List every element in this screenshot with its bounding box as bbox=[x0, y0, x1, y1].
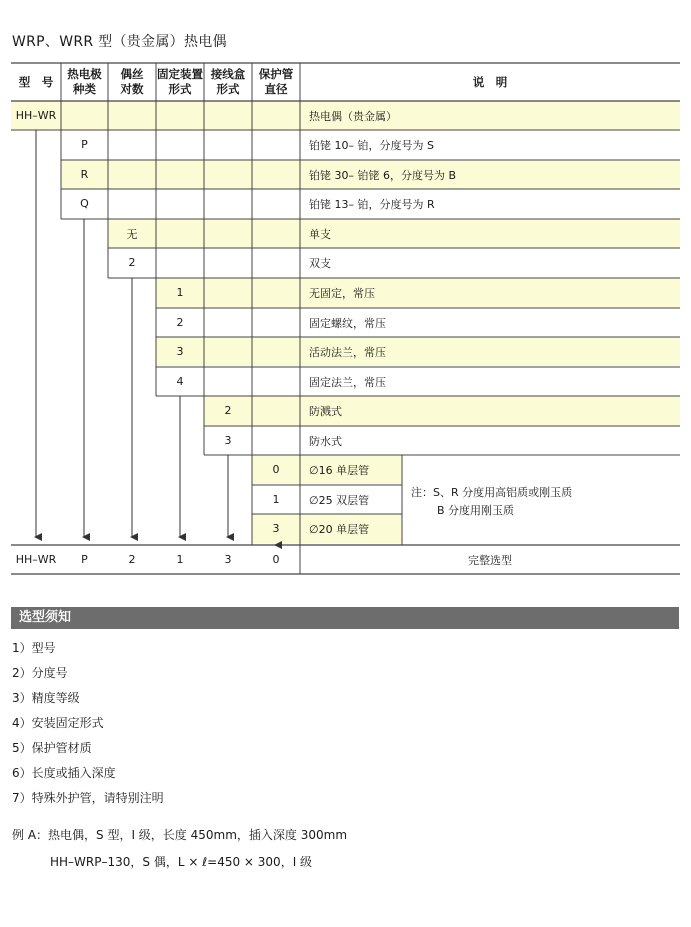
model-desc-cell: 热电偶（贵金属） bbox=[309, 109, 397, 123]
header-junction-box: 接线盒 形式 bbox=[210, 67, 246, 96]
header-fixing: 固定装置 形式 bbox=[157, 67, 203, 96]
junction-box-desc: 防水式 bbox=[309, 434, 342, 448]
junction-box-desc: 防溅式 bbox=[309, 404, 342, 418]
fixing-desc: 无固定，常压 bbox=[309, 286, 375, 300]
example-line: HH–WRP–130，S 偶，L × ℓ=450 × 300，I 级 bbox=[50, 855, 313, 869]
header-tc-type: 热电极 种类 bbox=[67, 67, 102, 96]
tc-type-code: Q bbox=[80, 197, 89, 210]
summary-label: 完整选型 bbox=[468, 553, 512, 567]
notes-list bbox=[12, 640, 164, 815]
pairs-desc: 双支 bbox=[309, 256, 331, 270]
document-title: WRP、WRR 型（贵金属）热电偶 bbox=[12, 34, 227, 50]
fixing-code: 4 bbox=[176, 375, 184, 388]
fixing-desc: 活动法兰，常压 bbox=[309, 345, 386, 359]
summary-model: HH–WR bbox=[15, 553, 57, 566]
tube-desc: ∅16 单层管 bbox=[309, 463, 370, 477]
tube-code: 1 bbox=[272, 493, 280, 506]
summary-pairs: 2 bbox=[128, 553, 136, 566]
tc-type-code: R bbox=[80, 168, 89, 181]
junction-box-code: 3 bbox=[224, 434, 232, 447]
tube-desc: ∅20 单层管 bbox=[309, 522, 370, 536]
note-line: B 分度用刚玉质 bbox=[437, 504, 515, 517]
fixing-desc: 固定法兰，常压 bbox=[309, 375, 386, 389]
list-item: 5）保护管材质 bbox=[12, 741, 92, 755]
pairs-code: 2 bbox=[128, 256, 136, 269]
tube-code: 0 bbox=[272, 463, 280, 476]
tc-type-desc: 铂铑 13– 铂，分度号为 R bbox=[309, 197, 435, 211]
summary-fixing: 1 bbox=[176, 553, 184, 566]
list-item: 7）特殊外护管，请特别注明 bbox=[12, 791, 164, 805]
summary-tc-type: P bbox=[81, 553, 88, 566]
header-model: 型 号 bbox=[18, 74, 54, 89]
section-title: 选型须知 bbox=[19, 610, 72, 625]
tube-material-note bbox=[411, 484, 572, 520]
tc-type-desc: 铂铑 30– 铂铑 6，分度号为 B bbox=[309, 168, 457, 182]
tc-type-desc: 铂铑 10– 铂，分度号为 S bbox=[309, 138, 434, 152]
pairs-desc: 单支 bbox=[309, 227, 331, 241]
fixing-code: 3 bbox=[176, 345, 184, 358]
fixing-code: 2 bbox=[176, 316, 184, 329]
summary-junction-box: 3 bbox=[224, 553, 232, 566]
tube-desc: ∅25 双层管 bbox=[309, 493, 370, 507]
fixing-desc: 固定螺纹，常压 bbox=[309, 316, 386, 330]
list-item: 3）精度等级 bbox=[12, 691, 80, 705]
tc-type-code: P bbox=[81, 138, 88, 151]
example-line: 例 A：热电偶，S 型，I 级，长度 450mm，插入深度 300mm bbox=[12, 828, 348, 842]
summary-tube: 0 bbox=[272, 553, 280, 566]
example-block bbox=[12, 822, 347, 876]
section-header-bar bbox=[11, 607, 679, 629]
header-tube-diameter: 保护管 直径 bbox=[258, 67, 294, 96]
pairs-code: 无 bbox=[126, 227, 138, 241]
list-item: 1）型号 bbox=[12, 641, 56, 655]
tube-code: 3 bbox=[272, 522, 280, 535]
fixing-code: 1 bbox=[176, 286, 184, 299]
header-pairs: 偶丝 对数 bbox=[120, 67, 144, 96]
note-line: 注：S、R 分度用高铝质或刚玉质 bbox=[411, 486, 573, 499]
junction-box-code: 2 bbox=[224, 404, 232, 417]
list-item: 6）长度或插入深度 bbox=[12, 766, 116, 780]
list-item: 2）分度号 bbox=[12, 666, 68, 680]
header-description: 说 明 bbox=[472, 74, 508, 89]
list-item: 4）安装固定形式 bbox=[12, 716, 104, 730]
model-code-cell: HH–WR bbox=[15, 109, 57, 122]
